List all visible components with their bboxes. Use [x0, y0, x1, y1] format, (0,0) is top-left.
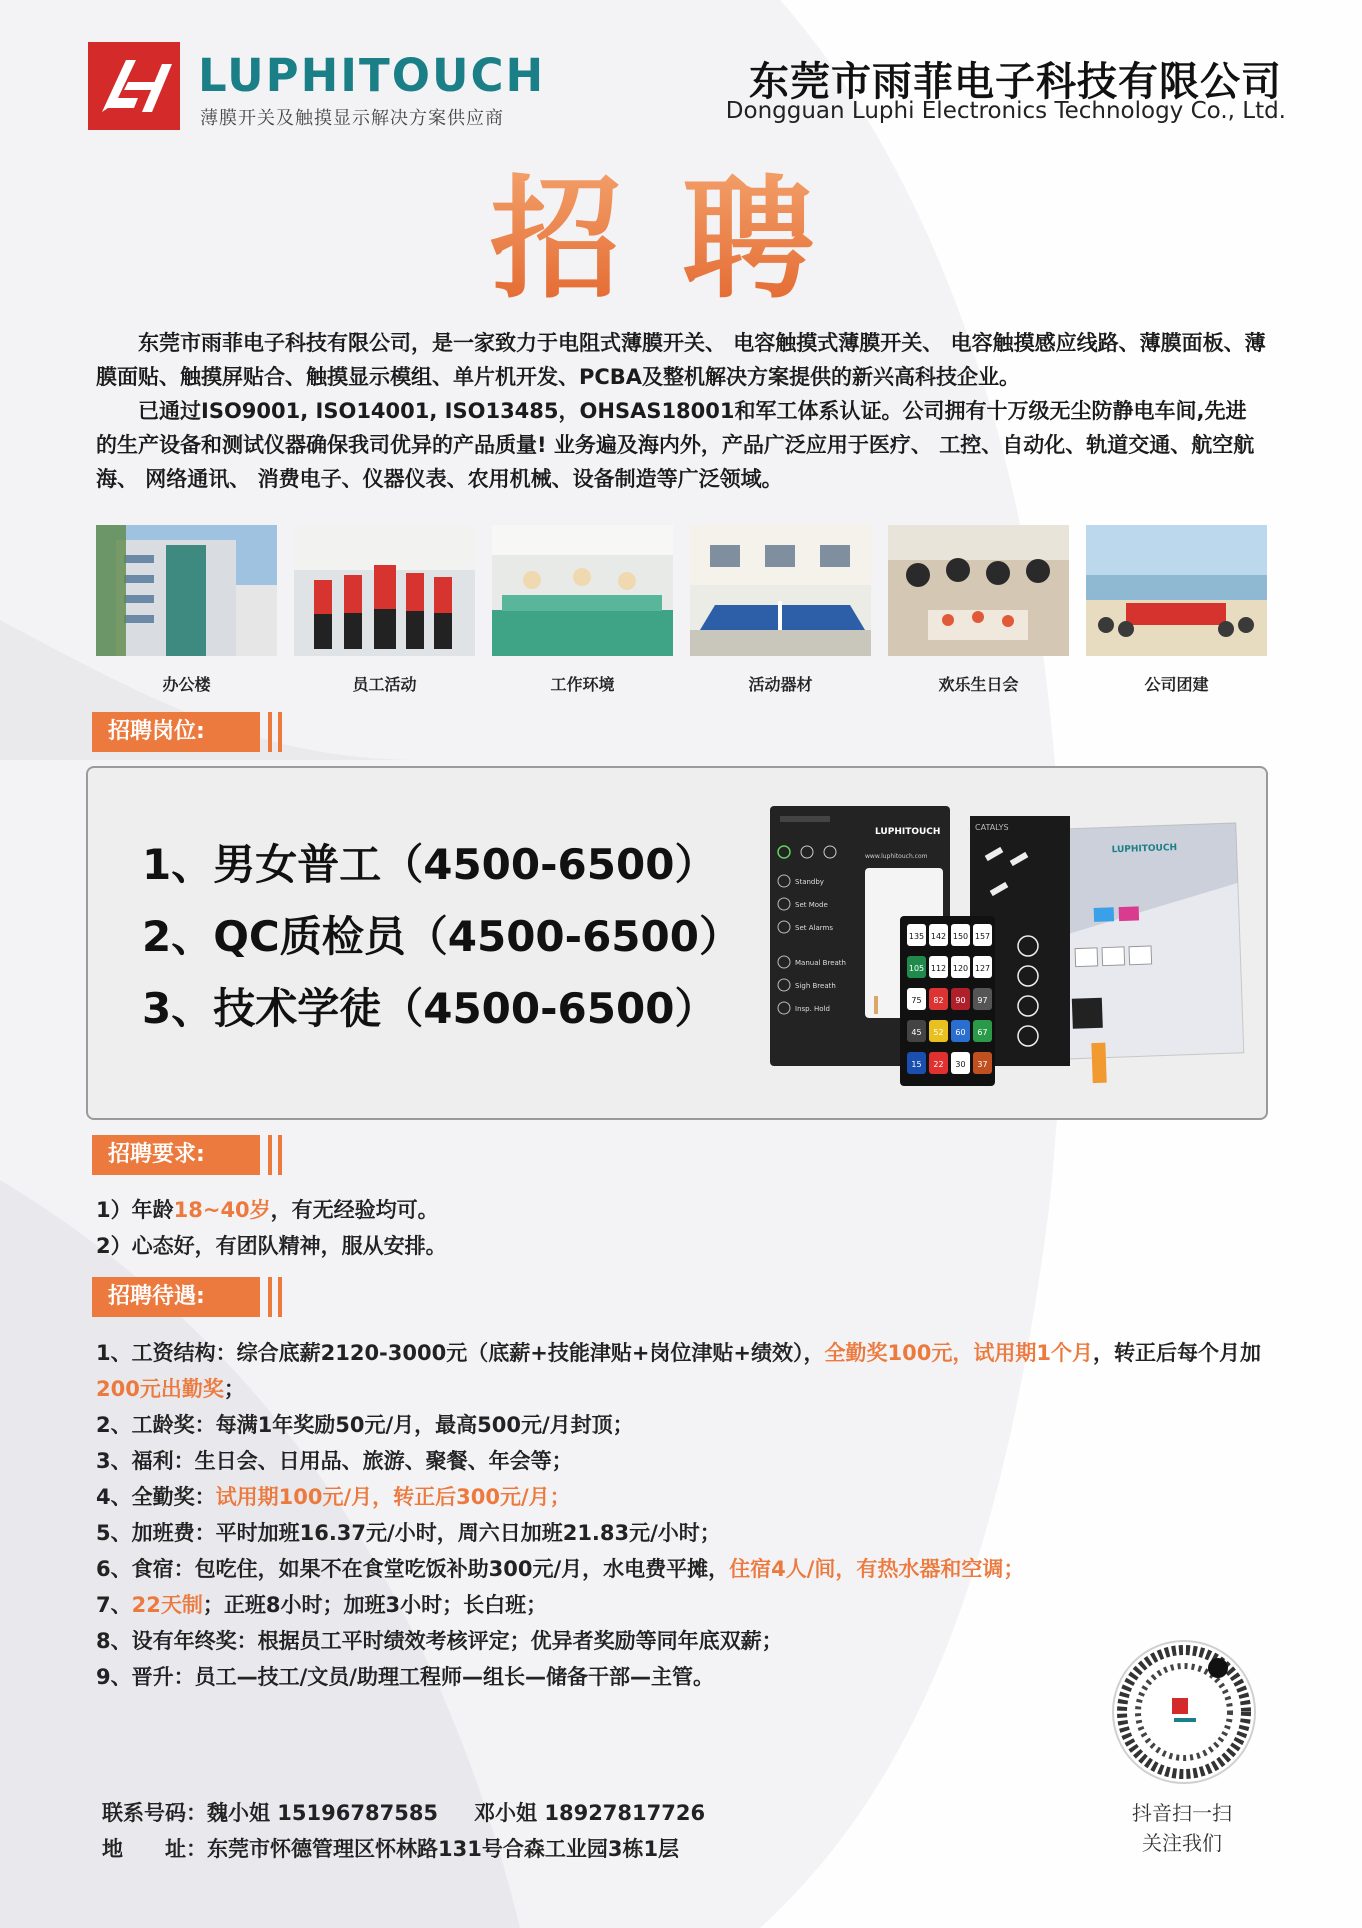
benefit-item: 5、加班费：平时加班16.37元/小时，周六日加班21.83元/小时；: [96, 1521, 721, 1545]
benefit-text: 4、全勤奖：: [96, 1485, 216, 1509]
contact-label: 地 址：: [102, 1837, 207, 1861]
photo-caption: 员工活动: [352, 675, 417, 694]
keypad-key-label: 97: [977, 996, 988, 1005]
keypad-key-label: 112: [930, 964, 947, 973]
benefit-highlight: 住宿4人/间，有热水器和空调；: [729, 1557, 1025, 1581]
job-item: 3、技术学徒（4500-6500）: [142, 984, 717, 1033]
contact-address: [102, 1831, 705, 1867]
menu-label: Sigh Breath: [795, 982, 836, 990]
contact-phone: 邓小姐 18927817726: [474, 1801, 706, 1825]
benefit-item: [96, 1479, 1276, 1515]
benefits-list: [96, 1335, 1276, 1695]
logo-wordmark: LUPHITOUCH: [198, 49, 546, 102]
requirement-item: 2）心态好，有团队精神，服从安排。: [96, 1234, 447, 1258]
benefit-text: 7、: [96, 1593, 132, 1617]
keypad-key-label: 37: [977, 1060, 988, 1069]
photo-caption: 欢乐生日会: [938, 675, 1019, 694]
requirements-list: [96, 1192, 447, 1264]
benefit-item: [96, 1551, 1276, 1587]
tag-bar: [268, 1135, 272, 1175]
qr-code-icon: [1114, 1642, 1254, 1782]
keypad-key-label: 82: [933, 996, 944, 1005]
logo-tagline: 薄膜开关及触摸显示解决方案供应商: [200, 108, 504, 129]
tag-bar: [278, 712, 282, 752]
menu-label: Manual Breath: [795, 959, 846, 967]
photo-caption: 活动器材: [748, 675, 813, 694]
keypad-key-label: 15: [911, 1060, 922, 1069]
work-environment-image: [492, 525, 673, 656]
product-membrane-switch-image: [770, 796, 1250, 1096]
section-label: 招聘要求:: [92, 1135, 260, 1175]
req-text: 1）年龄: [96, 1198, 174, 1222]
menu-label: Set Mode: [795, 901, 828, 909]
douyin-qr-code: [1112, 1640, 1256, 1784]
keypad-key-label: 30: [955, 1060, 966, 1069]
keypad-key-label: 90: [955, 996, 966, 1005]
keypad-key-label: 67: [977, 1028, 988, 1037]
photo-caption: 工作环境: [550, 675, 615, 694]
keypad-key-label: 120: [952, 964, 969, 973]
section-tag-positions: [92, 712, 292, 752]
keypad-key-label: 105: [908, 964, 925, 973]
contact-phones: [102, 1795, 705, 1831]
benefit-text: 6、食宿：包吃住，如果不在食堂吃饭补助300元/月，水电费平摊，: [96, 1557, 730, 1581]
keypad-key-label: 150: [952, 932, 969, 941]
benefit-item: 8、设有年终奖：根据员工平时绩效考核评定；优异者奖励等同年底双薪；: [96, 1629, 783, 1653]
keypad-key-label: 142: [930, 932, 947, 941]
company-logo-icon: [88, 42, 180, 130]
contact-phone: 魏小姐 15196787585: [207, 1801, 439, 1825]
benefit-item: 2、工龄奖：每满1年奖励50元/月，最高500元/月封顶；: [96, 1413, 634, 1437]
tag-bar: [278, 1135, 282, 1175]
benefit-item: [96, 1335, 1276, 1407]
keypad-key-label: 22: [933, 1060, 944, 1069]
benefit-highlight: 试用期100元/月，转正后300元/月；: [215, 1485, 571, 1509]
section-tag-requirements: [92, 1135, 292, 1175]
staff-activity-image: [294, 525, 475, 656]
tag-bar: [278, 1277, 282, 1317]
job-item: 2、QC质检员（4500-6500）: [142, 912, 741, 961]
headline-recruit: 招聘: [490, 163, 874, 317]
photo-caption: 办公楼: [162, 675, 211, 694]
requirement-item: [96, 1192, 447, 1228]
menu-label: Insp. Hold: [795, 1005, 830, 1013]
birthday-party-image: [888, 525, 1069, 656]
catalys-label: CATALYS: [975, 823, 1009, 832]
photo-gallery: [96, 525, 1268, 695]
benefit-item: [96, 1587, 1276, 1623]
photo-birthday-party: [888, 525, 1069, 695]
jobs-panel: [86, 766, 1268, 1120]
contact-label: 联系号码：: [102, 1801, 207, 1825]
section-label: 招聘岗位:: [92, 712, 260, 752]
benefit-item: 3、福利：生日会、日用品、旅游、聚餐、年会等；: [96, 1449, 573, 1473]
benefit-highlight: 200元出勤奖: [96, 1377, 224, 1401]
benefit-text: 1、工资结构：综合底薪2120-3000元（底薪+技能津贴+岗位津贴+绩效），: [96, 1341, 825, 1365]
office-building-image: [96, 525, 277, 656]
section-tag-benefits: [92, 1277, 292, 1317]
qr-caption: [1102, 1798, 1262, 1858]
photo-staff-activity: [294, 525, 475, 695]
address-text: 东莞市怀德管理区怀林路131号合森工业园3栋1层: [207, 1837, 680, 1861]
product-brand-label: LUPHITOUCH: [875, 827, 941, 837]
photo-work-environment: [492, 525, 673, 695]
keypad-key-label: 52: [933, 1028, 944, 1037]
qr-caption-line: 抖音扫一扫: [1132, 1801, 1232, 1825]
tag-bar: [268, 1277, 272, 1317]
keypad-key-label: 127: [974, 964, 991, 973]
keypad-key-label: 157: [974, 932, 991, 941]
benefit-text: ，转正后每个月加: [1092, 1341, 1261, 1365]
benefit-item: 9、晋升：员工—技工/文员/助理工程师—组长—储备干部—主管。: [96, 1665, 714, 1689]
company-name-en: Dongguan Luphi Electronics Technology Co., Ltd.: [725, 98, 1286, 124]
activity-equipment-image: [690, 525, 871, 656]
req-highlight: 18~40岁: [173, 1198, 271, 1222]
photo-caption: 公司团建: [1144, 675, 1209, 694]
team-building-image: [1086, 525, 1267, 656]
photo-team-building: [1086, 525, 1267, 695]
intro-paragraph: 已通过ISO9001, ISO14001, ISO13485，OHSAS18001和军工体系认证。公司拥有十万级无尘防静电车间,先进的生产设备和测试仪器确保我司优异的产品质量! 业务遍及海内外，产品广泛应用于医疗、 工控、自动化、轨道交通、航空航海、 网络通讯、 消费电子、仪器仪表、农用机械、设备制造等广泛领域。: [96, 399, 1255, 491]
intro-paragraph: 东莞市雨菲电子科技有限公司，是一家致力于电阻式薄膜开关、 电容触摸式薄膜开关、 电容触摸感应线路、薄膜面板、薄膜面贴、触摸屏贴合、触摸显示模组、单片机开发、PCBA及整机解决方案提供的新兴高科技企业。: [96, 331, 1266, 389]
benefit-text: ；: [223, 1377, 245, 1401]
benefit-text: ；正班8小时；加班3小时；长白班；: [202, 1593, 548, 1617]
menu-label: Set Alarms: [795, 924, 833, 932]
section-label: 招聘待遇:: [92, 1277, 260, 1317]
req-text: ，有无经验均可。: [270, 1198, 439, 1222]
keypad-key-label: 45: [911, 1028, 922, 1037]
product-brand-label: LUPHITOUCH: [1111, 842, 1178, 856]
menu-label: Standby: [795, 878, 824, 886]
company-name-cn: 东莞市雨菲电子科技有限公司: [749, 59, 1282, 105]
job-item: 1、男女普工（4500-6500）: [142, 840, 717, 889]
qr-caption-line: 关注我们: [1142, 1831, 1222, 1855]
photo-office-building: [96, 525, 277, 695]
product-site-label: www.luphitouch.com: [865, 853, 928, 860]
photo-activity-equipment: [690, 525, 871, 695]
benefit-highlight: 22天制: [131, 1593, 203, 1617]
benefit-highlight: 全勤奖100元，试用期1个月: [824, 1341, 1093, 1365]
company-intro: [96, 326, 1266, 496]
keypad-key-label: 75: [911, 996, 922, 1005]
keypad-key-label: 60: [955, 1028, 966, 1037]
keypad-key-label: 135: [908, 932, 925, 941]
tag-bar: [268, 712, 272, 752]
contact-block: [102, 1795, 705, 1867]
